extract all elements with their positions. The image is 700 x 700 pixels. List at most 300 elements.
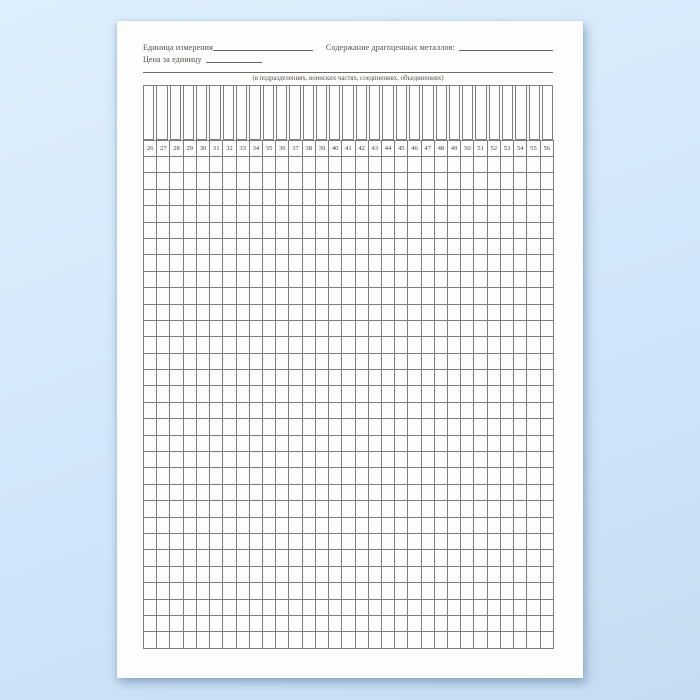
grid-cell <box>236 419 249 435</box>
grid-cell <box>461 173 474 189</box>
grid-cell <box>289 419 302 435</box>
grid-cell <box>236 566 249 582</box>
grid-cell <box>408 157 421 173</box>
grid-cell <box>421 222 434 238</box>
grid-cell <box>527 222 540 238</box>
grid-header-cell <box>382 86 393 140</box>
grid-cell <box>408 304 421 320</box>
grid-cell <box>249 255 262 271</box>
grid-cell <box>368 255 381 271</box>
grid-cell <box>157 484 170 500</box>
grid-cell <box>144 255 157 271</box>
grid-cell <box>448 271 461 287</box>
grid-cell <box>157 206 170 222</box>
grid-cell <box>223 599 236 615</box>
grid-cell <box>434 189 447 205</box>
grid-cell <box>500 484 513 500</box>
ledger-grid <box>143 140 554 649</box>
grid-cell <box>421 566 434 582</box>
grid-cell <box>355 288 368 304</box>
grid-cell <box>448 320 461 336</box>
grid-cell <box>474 599 487 615</box>
grid-cell <box>368 288 381 304</box>
grid-cell <box>289 255 302 271</box>
grid-cell <box>474 206 487 222</box>
grid-cell <box>249 271 262 287</box>
precious-metals-blank-line <box>459 43 553 51</box>
grid-cell <box>144 484 157 500</box>
grid-cell <box>381 452 394 468</box>
grid-cell <box>329 402 342 418</box>
grid-cell <box>183 599 196 615</box>
grid-cell <box>487 222 500 238</box>
grid-cell <box>276 533 289 549</box>
grid-cell <box>183 501 196 517</box>
grid-cell <box>170 583 183 599</box>
column-number-cell: 55 <box>527 141 540 157</box>
grid-cell <box>500 501 513 517</box>
grid-cell <box>500 304 513 320</box>
grid-cell <box>540 320 553 336</box>
grid-cell <box>329 386 342 402</box>
grid-cell <box>329 157 342 173</box>
grid-cell <box>210 255 223 271</box>
grid-cell <box>381 173 394 189</box>
grid-cell <box>196 271 209 287</box>
grid-cell <box>355 632 368 648</box>
grid-cell <box>315 255 328 271</box>
grid-cell <box>315 288 328 304</box>
grid-cell <box>381 288 394 304</box>
grid-cell <box>315 206 328 222</box>
grid-row <box>144 370 554 386</box>
grid-header-cell <box>475 86 486 140</box>
grid-cell <box>514 288 527 304</box>
grid-cell <box>500 337 513 353</box>
grid-cell <box>342 189 355 205</box>
grid-cell <box>395 386 408 402</box>
grid-cell <box>210 173 223 189</box>
grid-cell <box>474 468 487 484</box>
grid-cell <box>514 501 527 517</box>
grid-cell <box>527 533 540 549</box>
grid-cell <box>210 517 223 533</box>
grid-cell <box>421 402 434 418</box>
grid-cell <box>262 435 275 451</box>
grid-cell <box>381 222 394 238</box>
grid-cell <box>144 419 157 435</box>
grid-cell <box>289 484 302 500</box>
grid-cell <box>262 353 275 369</box>
grid-cell <box>157 533 170 549</box>
column-number-cell: 56 <box>540 141 553 157</box>
grid-cell <box>461 452 474 468</box>
grid-row <box>144 255 554 271</box>
grid-cell <box>381 468 394 484</box>
grid-cell <box>514 238 527 254</box>
grid-cell <box>381 599 394 615</box>
grid-cell <box>249 517 262 533</box>
grid-cell <box>223 452 236 468</box>
grid-cell <box>236 189 249 205</box>
grid-cell <box>249 599 262 615</box>
grid-cell <box>144 533 157 549</box>
grid-cell <box>461 468 474 484</box>
grid-cell <box>329 484 342 500</box>
grid-cell <box>500 157 513 173</box>
grid-cell <box>276 386 289 402</box>
grid-cell <box>527 173 540 189</box>
grid-cell <box>408 550 421 566</box>
grid-cell <box>170 501 183 517</box>
grid-cell <box>315 370 328 386</box>
grid-cell <box>196 501 209 517</box>
grid-cell <box>474 173 487 189</box>
grid-cell <box>196 386 209 402</box>
grid-cell <box>170 599 183 615</box>
column-number-cell: 38 <box>302 141 315 157</box>
grid-cell <box>408 484 421 500</box>
grid-cell <box>289 435 302 451</box>
grid-cell <box>514 271 527 287</box>
grid-row <box>144 566 554 582</box>
grid-cell <box>302 419 315 435</box>
grid-cell <box>355 517 368 533</box>
grid-cell <box>421 599 434 615</box>
grid-cell <box>210 157 223 173</box>
grid-cell <box>500 419 513 435</box>
grid-cell <box>395 435 408 451</box>
grid-cell <box>527 238 540 254</box>
grid-cell <box>434 288 447 304</box>
grid-cell <box>170 222 183 238</box>
grid-cell <box>540 452 553 468</box>
grid-cell <box>236 255 249 271</box>
grid-cell <box>315 583 328 599</box>
grid-cell <box>183 206 196 222</box>
grid-cell <box>302 271 315 287</box>
grid-cell <box>355 435 368 451</box>
column-number-cell: 50 <box>461 141 474 157</box>
grid-cell <box>514 370 527 386</box>
grid-cell <box>395 550 408 566</box>
grid-cell <box>223 206 236 222</box>
grid-cell <box>381 566 394 582</box>
grid-cell <box>540 517 553 533</box>
grid-cell <box>289 583 302 599</box>
grid-cell <box>461 435 474 451</box>
grid-cell <box>249 632 262 648</box>
grid-cell <box>421 370 434 386</box>
grid-cell <box>170 238 183 254</box>
grid-cell <box>315 304 328 320</box>
grid-cell <box>500 615 513 631</box>
grid-cell <box>368 157 381 173</box>
grid-cell <box>170 550 183 566</box>
grid-cell <box>302 632 315 648</box>
grid-cell <box>342 157 355 173</box>
document-page <box>117 21 583 678</box>
grid-cell <box>395 517 408 533</box>
grid-cell <box>527 271 540 287</box>
grid-cell <box>381 206 394 222</box>
grid-cell <box>210 533 223 549</box>
header-line-1 <box>143 43 553 52</box>
grid-cell <box>329 599 342 615</box>
grid-cell <box>461 222 474 238</box>
grid-header-cell <box>329 86 340 140</box>
grid-cell <box>262 452 275 468</box>
grid-cell <box>395 238 408 254</box>
grid-header-cell <box>156 86 167 140</box>
grid-cell <box>196 533 209 549</box>
grid-header-cell <box>502 86 513 140</box>
grid-cell <box>196 615 209 631</box>
grid-cell <box>408 419 421 435</box>
grid-cell <box>236 501 249 517</box>
grid-cell <box>302 255 315 271</box>
grid-cell <box>540 238 553 254</box>
grid-cell <box>514 517 527 533</box>
grid-cell <box>408 206 421 222</box>
grid-cell <box>448 206 461 222</box>
grid-cell <box>355 386 368 402</box>
grid-cell <box>329 533 342 549</box>
column-number-cell: 43 <box>368 141 381 157</box>
grid-cell <box>474 501 487 517</box>
grid-cell <box>355 189 368 205</box>
grid-cell <box>329 353 342 369</box>
grid-cell <box>249 173 262 189</box>
column-number-cell: 26 <box>144 141 157 157</box>
grid-cell <box>223 566 236 582</box>
grid-cell <box>408 189 421 205</box>
grid-cell <box>196 632 209 648</box>
grid-row <box>144 501 554 517</box>
grid-cell <box>236 599 249 615</box>
grid-cell <box>395 255 408 271</box>
grid-cell <box>157 517 170 533</box>
grid-cell <box>500 517 513 533</box>
grid-cell <box>514 353 527 369</box>
grid-cell <box>500 320 513 336</box>
grid-cell <box>262 320 275 336</box>
grid-cell <box>395 206 408 222</box>
grid-cell <box>170 370 183 386</box>
grid-cell <box>500 370 513 386</box>
grid-cell <box>183 468 196 484</box>
grid-cell <box>434 402 447 418</box>
grid-cell <box>395 501 408 517</box>
grid-cell <box>421 337 434 353</box>
grid-cell <box>342 271 355 287</box>
grid-cell <box>421 615 434 631</box>
grid-cell <box>500 255 513 271</box>
grid-cell <box>527 402 540 418</box>
grid-cell <box>289 402 302 418</box>
grid-row <box>144 583 554 599</box>
grid-cell <box>329 189 342 205</box>
grid-cell <box>144 402 157 418</box>
grid-cell <box>368 583 381 599</box>
grid-cell <box>355 353 368 369</box>
column-number-cell: 34 <box>249 141 262 157</box>
grid-cell <box>514 484 527 500</box>
grid-cell <box>249 402 262 418</box>
grid-cell <box>210 288 223 304</box>
grid-cell <box>157 501 170 517</box>
grid-cell <box>315 337 328 353</box>
grid-cell <box>329 288 342 304</box>
precious-metals-label: Содержание драгоценных металлов: <box>325 43 455 52</box>
grid-cell <box>540 337 553 353</box>
grid-cell <box>170 337 183 353</box>
grid-cell <box>249 583 262 599</box>
grid-cell <box>395 370 408 386</box>
grid-cell <box>183 484 196 500</box>
grid-cell <box>500 173 513 189</box>
grid-cell <box>434 632 447 648</box>
grid-header-cell <box>316 86 327 140</box>
grid-cell <box>157 370 170 386</box>
grid-cell <box>487 402 500 418</box>
grid-cell <box>157 320 170 336</box>
grid-row <box>144 468 554 484</box>
grid-cell <box>157 222 170 238</box>
grid-cell <box>183 452 196 468</box>
grid-cell <box>487 550 500 566</box>
grid-cell <box>144 370 157 386</box>
grid-cell <box>434 337 447 353</box>
grid-cell <box>170 288 183 304</box>
grid-cell <box>342 452 355 468</box>
grid-cell <box>144 599 157 615</box>
grid-cell <box>448 599 461 615</box>
grid-cell <box>170 271 183 287</box>
grid-cell <box>157 353 170 369</box>
grid-cell <box>342 468 355 484</box>
grid-cell <box>302 501 315 517</box>
grid-cell <box>381 189 394 205</box>
grid-cell <box>355 550 368 566</box>
grid-cell <box>262 632 275 648</box>
grid-cell <box>461 550 474 566</box>
grid-cell <box>276 222 289 238</box>
grid-cell <box>249 337 262 353</box>
grid-cell <box>276 435 289 451</box>
grid-cell <box>474 353 487 369</box>
grid-cell <box>289 173 302 189</box>
grid-cell <box>434 206 447 222</box>
grid-cell <box>434 173 447 189</box>
column-number-cell: 52 <box>487 141 500 157</box>
grid-cell <box>302 157 315 173</box>
grid-cell <box>355 222 368 238</box>
grid-cell <box>368 468 381 484</box>
grid-cell <box>276 173 289 189</box>
grid-cell <box>302 386 315 402</box>
grid-cell <box>368 632 381 648</box>
grid-cell <box>342 517 355 533</box>
grid-cell <box>157 238 170 254</box>
grid-cell <box>276 599 289 615</box>
grid-cell <box>262 402 275 418</box>
grid-cell <box>355 304 368 320</box>
grid-cell <box>474 255 487 271</box>
grid-cell <box>448 353 461 369</box>
grid-cell <box>421 157 434 173</box>
grid-cell <box>368 304 381 320</box>
grid-cell <box>461 533 474 549</box>
grid-cell <box>196 238 209 254</box>
grid-cell <box>170 157 183 173</box>
grid-cell <box>421 452 434 468</box>
grid-cell <box>342 533 355 549</box>
grid-cell <box>461 632 474 648</box>
grid-cell <box>395 419 408 435</box>
grid-cell <box>381 157 394 173</box>
grid-cell <box>223 615 236 631</box>
grid-cell <box>315 484 328 500</box>
grid-row <box>144 419 554 435</box>
grid-cell <box>329 468 342 484</box>
grid-cell <box>329 583 342 599</box>
grid-cell <box>302 370 315 386</box>
grid-cell <box>421 468 434 484</box>
grid-cell <box>461 304 474 320</box>
grid-cell <box>395 173 408 189</box>
grid-cell <box>196 353 209 369</box>
grid-cell <box>487 157 500 173</box>
grid-cell <box>289 288 302 304</box>
grid-cell <box>487 583 500 599</box>
grid-cell <box>210 304 223 320</box>
grid-cell <box>487 566 500 582</box>
grid-cell <box>421 583 434 599</box>
grid-cell <box>249 370 262 386</box>
grid-cell <box>183 238 196 254</box>
grid-cell <box>487 435 500 451</box>
grid-cell <box>157 271 170 287</box>
grid-cell <box>223 271 236 287</box>
grid-cell <box>262 238 275 254</box>
grid-cell <box>342 632 355 648</box>
grid-cell <box>196 189 209 205</box>
grid-cell <box>289 337 302 353</box>
grid-cell <box>329 222 342 238</box>
grid-cell <box>461 353 474 369</box>
grid-cell <box>183 304 196 320</box>
grid-cell <box>448 435 461 451</box>
grid-cell <box>315 501 328 517</box>
grid-cell <box>342 206 355 222</box>
grid-cell <box>448 615 461 631</box>
grid-cell <box>157 435 170 451</box>
grid-cell <box>236 517 249 533</box>
grid-cell <box>474 533 487 549</box>
grid-cell <box>342 337 355 353</box>
column-number-cell: 35 <box>262 141 275 157</box>
grid-cell <box>527 157 540 173</box>
grid-cell <box>368 484 381 500</box>
grid-cell <box>540 353 553 369</box>
grid-cell <box>368 533 381 549</box>
grid-cell <box>262 222 275 238</box>
grid-cell <box>434 386 447 402</box>
grid-cell <box>381 238 394 254</box>
grid-cell <box>236 206 249 222</box>
grid-cell <box>329 238 342 254</box>
